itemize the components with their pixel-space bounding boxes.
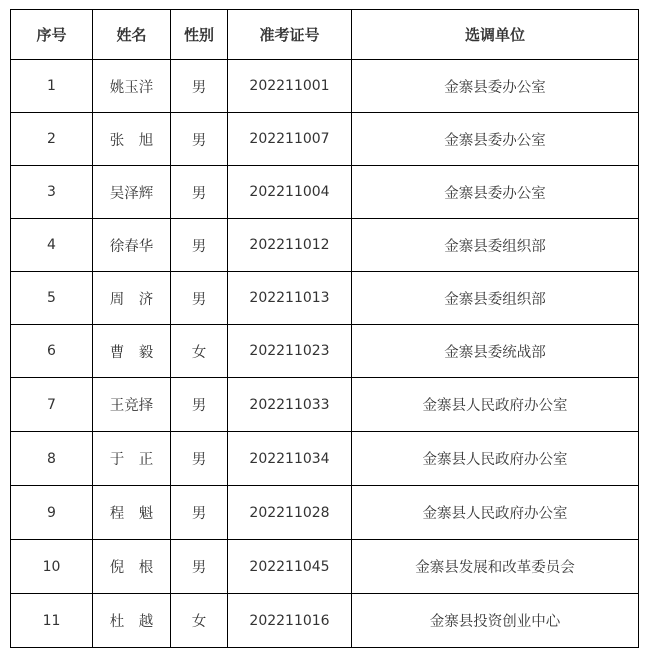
- table-row: [11, 594, 639, 648]
- cell-name: 程 魁: [93, 486, 171, 540]
- cell-index: 1: [11, 60, 93, 113]
- cell-unit: 金寨县委组织部: [352, 272, 639, 325]
- cell-index: 11: [11, 594, 93, 648]
- cell-exam-id: 202211045: [228, 540, 352, 594]
- cell-unit: 金寨县人民政府办公室: [352, 378, 639, 432]
- cell-unit: 金寨县委办公室: [352, 113, 639, 166]
- cell-index: 3: [11, 166, 93, 219]
- table-row: [11, 486, 639, 540]
- results-table-container: [10, 9, 638, 648]
- cell-name: 吴泽辉: [93, 166, 171, 219]
- cell-index: 4: [11, 219, 93, 272]
- cell-gender: 男: [171, 219, 228, 272]
- table-row: [11, 166, 639, 219]
- cell-gender: 男: [171, 432, 228, 486]
- table-row: [11, 432, 639, 486]
- cell-index: 7: [11, 378, 93, 432]
- cell-gender: 男: [171, 60, 228, 113]
- table-row: [11, 325, 639, 378]
- cell-unit: 金寨县委办公室: [352, 166, 639, 219]
- table-row: [11, 219, 639, 272]
- table-row: [11, 60, 639, 113]
- cell-exam-id: 202211012: [228, 219, 352, 272]
- cell-gender: 男: [171, 378, 228, 432]
- cell-name: 杜 越: [93, 594, 171, 648]
- table-row: [11, 378, 639, 432]
- table-row: [11, 113, 639, 166]
- header-row: [11, 10, 639, 60]
- cell-exam-id: 202211033: [228, 378, 352, 432]
- table-header: [11, 10, 639, 60]
- cell-name: 姚玉洋: [93, 60, 171, 113]
- cell-name: 倪 根: [93, 540, 171, 594]
- cell-name: 张 旭: [93, 113, 171, 166]
- cell-gender: 女: [171, 325, 228, 378]
- cell-exam-id: 202211013: [228, 272, 352, 325]
- cell-unit: 金寨县委办公室: [352, 60, 639, 113]
- cell-gender: 男: [171, 113, 228, 166]
- header-unit: 选调单位: [352, 10, 639, 60]
- cell-unit: 金寨县人民政府办公室: [352, 486, 639, 540]
- cell-exam-id: 202211007: [228, 113, 352, 166]
- cell-exam-id: 202211023: [228, 325, 352, 378]
- cell-name: 王竞择: [93, 378, 171, 432]
- table-row: [11, 540, 639, 594]
- cell-index: 2: [11, 113, 93, 166]
- cell-unit: 金寨县委统战部: [352, 325, 639, 378]
- cell-index: 10: [11, 540, 93, 594]
- cell-name: 徐春华: [93, 219, 171, 272]
- cell-gender: 男: [171, 272, 228, 325]
- cell-exam-id: 202211001: [228, 60, 352, 113]
- cell-unit: 金寨县投资创业中心: [352, 594, 639, 648]
- cell-unit: 金寨县人民政府办公室: [352, 432, 639, 486]
- table-row: [11, 272, 639, 325]
- cell-index: 8: [11, 432, 93, 486]
- cell-name: 曹 毅: [93, 325, 171, 378]
- cell-exam-id: 202211004: [228, 166, 352, 219]
- table-body: [11, 60, 639, 648]
- cell-exam-id: 202211016: [228, 594, 352, 648]
- results-table: [10, 9, 639, 648]
- cell-exam-id: 202211034: [228, 432, 352, 486]
- cell-index: 5: [11, 272, 93, 325]
- header-index: 序号: [11, 10, 93, 60]
- cell-gender: 男: [171, 540, 228, 594]
- cell-name: 周 济: [93, 272, 171, 325]
- cell-index: 6: [11, 325, 93, 378]
- cell-name: 于 正: [93, 432, 171, 486]
- cell-unit: 金寨县发展和改革委员会: [352, 540, 639, 594]
- cell-unit: 金寨县委组织部: [352, 219, 639, 272]
- header-name: 姓名: [93, 10, 171, 60]
- cell-gender: 女: [171, 594, 228, 648]
- cell-index: 9: [11, 486, 93, 540]
- cell-exam-id: 202211028: [228, 486, 352, 540]
- cell-gender: 男: [171, 486, 228, 540]
- cell-gender: 男: [171, 166, 228, 219]
- header-gender: 性别: [171, 10, 228, 60]
- header-exam-id: 准考证号: [228, 10, 352, 60]
